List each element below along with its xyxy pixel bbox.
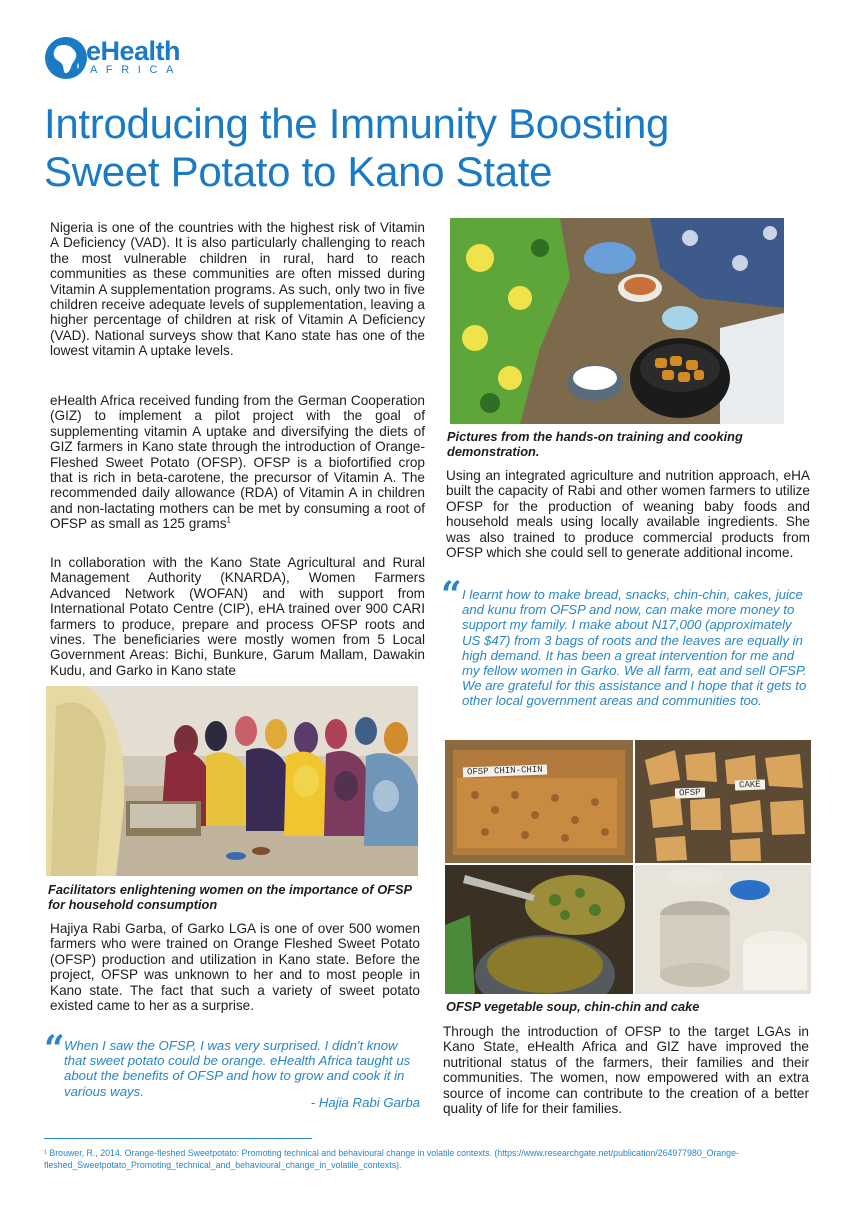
title-line-2: Sweet Potato to Kano State: [44, 148, 553, 195]
collaboration-paragraph: In collaboration with the Kano State Agricultural and Rural Management Authority (KNARDA), Women Farmers Advanced Network (WOFAN) and with support from International Potato Centre (CIP), eHA trained over 900 CARI farmers to produce, prepare and process OFSP roots and vines. The beneficiaries were mostly women from 5 Local Government Areas: Bichi, Bunkure, Garum Mallam, Dawakin Kudu, and Garko in Kano state: [50, 555, 425, 678]
ofsp-cake-label-1: OFSP: [675, 787, 705, 798]
globe-africa-icon: [44, 36, 88, 80]
training-session-photo: [46, 686, 418, 876]
quote-author: - Hajia Rabi Garba: [310, 1095, 420, 1110]
collage-caption: OFSP vegetable soup, chin-chin and cake: [446, 999, 700, 1014]
vegetable-soup-photo: [445, 865, 633, 994]
funding-paragraph: [50, 393, 425, 532]
ehealth-africa-logo: [44, 36, 204, 80]
logo-wordmark: eHealth: [86, 36, 181, 66]
rabi-quote-1: When I saw the OFSP, I was very surprised. I didn't know that sweet potato could be orange. eHealth Africa taught us about the benefits of OFSP and how to grow and cook it in various ways.: [64, 1038, 411, 1099]
cake-photo: [635, 740, 811, 863]
funding-text: eHealth Africa received funding from the German Cooperation (GIZ) to implement a pilot project with the goal of supplementing vitamin A uptake and diversifying the diets of GIZ farmers in Kano state through the introduction of Orange- Fleshed Sweet Potato (OFSP). OFSP is a biofortified crop that is rich in beta-carotene, the precursor of Vitamin A. The recommended daily allowance (RDA) of Vitamin A in children and non-lactating mothers can be met by consuming a root of OFSP as small as 125 grams: [50, 393, 425, 532]
ofsp-cake-label-2: CAKE: [735, 779, 765, 790]
conclusion-paragraph: Through the introduction of OFSP to the target LGAs in Kano State, eHealth Africa and GIZ have improved the nutritional status of the farmers, their families and their communities. The women, now empowered with an extra source of income can contribute to the creation of a better quality of life for their families.: [443, 1024, 809, 1117]
logo-subtitle: AFRICA: [90, 64, 182, 76]
quote-mark-icon-2: “: [441, 574, 462, 616]
rabi-quote-2: I learnt how to make bread, snacks, chin-chin, cakes, juice and kunu from OFSP and now, can make more money to support my family. I make about N17,000 (approximately US $47) from 3 bags of roots and the leaves are equally in high demand. It has been a great intervention for me and my fellow women in Garko. We all farm, eat and sell OFSP. We are grateful for this assistance and I hope that it gets to other local government areas and communities too.: [462, 587, 807, 709]
quote-mark-icon: “: [44, 1028, 65, 1070]
cooking-demonstration-photo: [450, 218, 784, 424]
page-title: [44, 100, 804, 196]
chin-chin-label: OFSP CHIN-CHIN: [463, 765, 547, 778]
footnote-reference: ¹ Brouwer, R., 2014. Orange-fleshed Sweetpotato: Promoting technical and behavioural change in volatile contexts. (https://www.researchgate.net/publication/264977980_Orange-fleshed_Sweetpotato_Promoting_technical_and_behavioural_change_in_volatile_contexts).: [44, 1148, 739, 1170]
cooking-photo-caption: Pictures from the hands-on training and cooking demonstration.: [447, 429, 743, 459]
footnote-divider: [44, 1138, 312, 1139]
rabi-garba-paragraph: Hajiya Rabi Garba, of Garko LGA is one of over 500 women farmers who were trained on Orange Fleshed Sweet Potato (OFSP) production and utilization in Kano state. Before the project, OFSP was unknown to her and to most people in Kano state. The fact that such a variety of sweet potato existed came to her as a surprise.: [50, 921, 420, 1014]
ofsp-containers-photo: [635, 865, 811, 994]
intro-paragraph: Nigeria is one of the countries with the highest risk of Vitamin A Deficiency (VAD). It is also particularly challenging to reach the most vulnerable children in rural, hard to reach communities as these communities are often missed during Vitamin A supplementation programs. As such, only two in five children receive adequate levels of supplementation, leaving a higher percentage of children at risk of Vitamin A Deficiency (VAD). National surveys show that Kano state has one of the lowest vitamin A uptake levels.: [50, 220, 425, 359]
ofsp-products-collage: [445, 740, 811, 994]
integrated-approach-paragraph: Using an integrated agriculture and nutrition approach, eHA built the capacity of Rabi and other women farmers to utilize OFSP for the production of weaning baby foods and household meals using locally available ingredients. She was also trained to produce commercial products from OFSP which she could sell to generate additional income.: [446, 468, 810, 561]
title-line-1: Introducing the Immunity Boosting: [44, 100, 670, 147]
footnote-marker: 1: [226, 515, 231, 525]
chin-chin-photo: [445, 740, 633, 863]
training-photo-caption: Facilitators enlightening women on the importance of OFSP for household consumption: [48, 882, 412, 912]
